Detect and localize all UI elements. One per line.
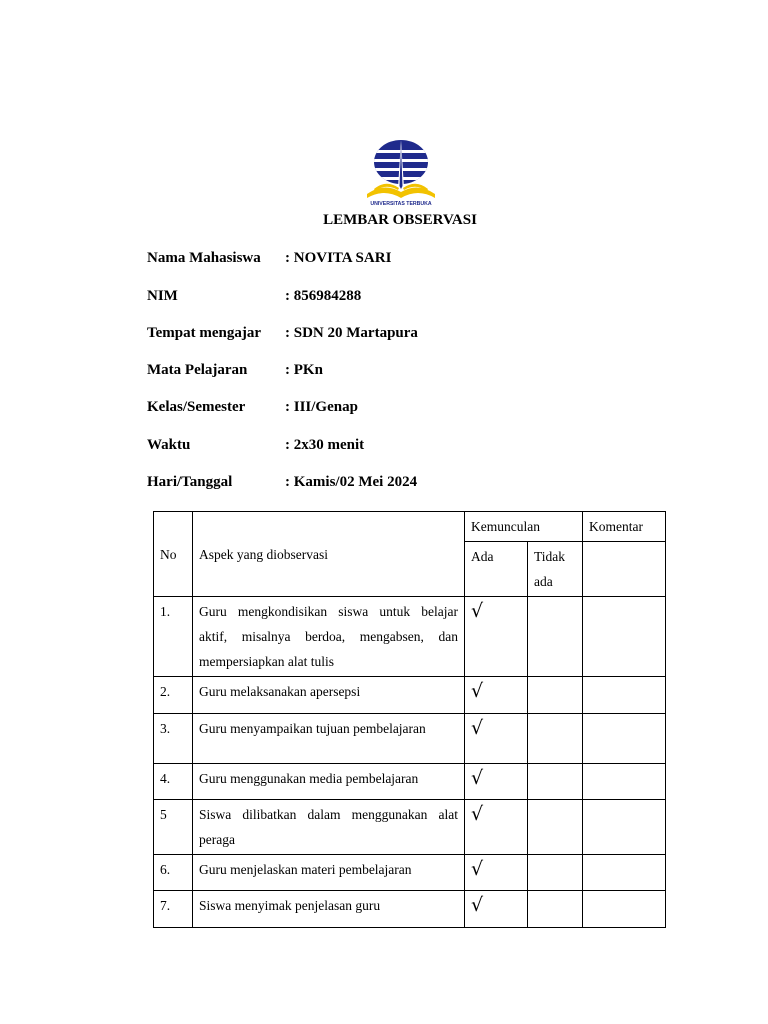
row-number: 3.: [154, 714, 193, 764]
table-row: [154, 800, 666, 855]
observation-table: [153, 511, 666, 928]
header-yes: Ada: [465, 542, 528, 597]
row-number: 6.: [154, 855, 193, 891]
comment-cell: [583, 764, 666, 800]
header-comment: Komentar: [583, 512, 666, 542]
comment-cell: [583, 542, 666, 597]
comment-cell: [583, 891, 666, 928]
check-mark: √: [465, 597, 528, 677]
tidak-ada-cell: [528, 677, 583, 714]
check-mark: √: [465, 855, 528, 891]
comment-cell: [583, 855, 666, 891]
header-aspect: Aspek yang diobservasi: [193, 512, 465, 597]
info-label: Tempat mengajar: [147, 325, 262, 341]
row-number: 2.: [154, 677, 193, 714]
header-no-appearance: Tidak ada: [528, 542, 583, 597]
document-title: LEMBAR OBSERVASI: [323, 212, 477, 228]
info-label: Kelas/Semester: [147, 399, 246, 415]
row-aspect: Guru melaksanakan apersepsi: [193, 677, 465, 714]
header-no: No: [154, 512, 193, 597]
tidak-ada-cell: [528, 891, 583, 928]
info-value: : Kamis/02 Mei 2024: [285, 474, 418, 490]
check-mark: √: [465, 677, 528, 714]
info-label: Nama Mahasiswa: [147, 250, 261, 266]
info-label: Hari/Tanggal: [147, 474, 233, 490]
comment-cell: [583, 597, 666, 677]
tidak-ada-cell: [528, 800, 583, 855]
table-row: [154, 764, 666, 800]
info-value: : SDN 20 Martapura: [285, 325, 418, 341]
row-aspect: Guru menggunakan media pembelajaran: [193, 764, 465, 800]
table-row: [154, 677, 666, 714]
tidak-ada-cell: [528, 855, 583, 891]
check-mark: √: [465, 891, 528, 928]
comment-cell: [583, 800, 666, 855]
info-value: : 856984288: [285, 288, 362, 304]
info-value: : III/Genap: [285, 399, 358, 415]
universitas-terbuka-logo: [364, 138, 438, 208]
check-mark: √: [465, 764, 528, 800]
header-appearance: Kemunculan: [465, 512, 583, 542]
row-aspect: Guru mengkondisikan siswa untuk belajar aktif, misalnya berdoa, mengabsen, dan mempersiapkan alat tulis: [193, 597, 465, 677]
info-label: Waktu: [147, 437, 191, 453]
info-value: : PKn: [285, 362, 323, 378]
table-row: [154, 891, 666, 928]
tidak-ada-cell: [528, 764, 583, 800]
check-mark: √: [465, 714, 528, 764]
info-label: NIM: [147, 288, 178, 304]
tidak-ada-cell: [528, 714, 583, 764]
info-label: Mata Pelajaran: [147, 362, 248, 378]
logo-text: UNIVERSITAS TERBUKA: [370, 201, 432, 207]
row-aspect: Siswa menyimak penjelasan guru: [193, 891, 465, 928]
table-row: [154, 597, 666, 677]
row-aspect: Guru menyampaikan tujuan pembelajaran: [193, 714, 465, 764]
table-row: [154, 714, 666, 764]
row-aspect: Guru menjelaskan materi pembelajaran: [193, 855, 465, 891]
row-number: 4.: [154, 764, 193, 800]
info-value: : 2x30 menit: [285, 437, 365, 453]
check-mark: √: [465, 800, 528, 855]
row-aspect: Siswa dilibatkan dalam menggunakan alat peraga: [193, 800, 465, 855]
row-number: 7.: [154, 891, 193, 928]
table-row: [154, 855, 666, 891]
info-value: : NOVITA SARI: [285, 250, 392, 266]
row-number: 1.: [154, 597, 193, 677]
row-number: 5: [154, 800, 193, 855]
tidak-ada-cell: [528, 597, 583, 677]
comment-cell: [583, 677, 666, 714]
comment-cell: [583, 714, 666, 764]
